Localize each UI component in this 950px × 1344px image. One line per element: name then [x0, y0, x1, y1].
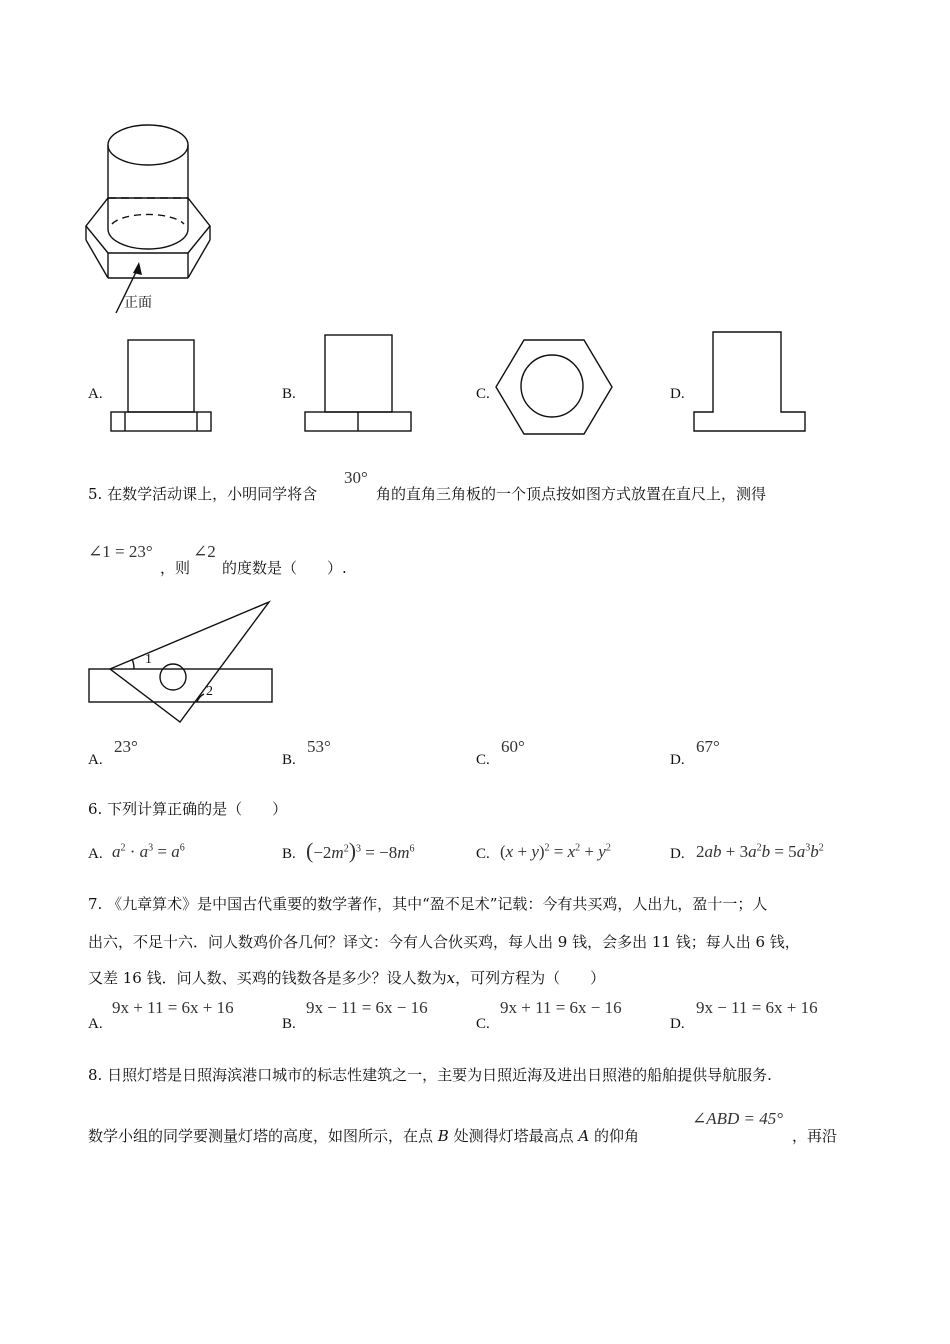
q6-option-a-expression: $a^2 \cdot a^3 = a^6$: [112, 842, 185, 861]
q7-option-d-letter: D.: [670, 1016, 685, 1032]
q7-line-3-text-a: 又差 16 钱．问人数、买鸡的钱数各是多少？设人数为: [88, 969, 447, 987]
q6-option-d-expression: $2ab + 3a^2b = 5a^3b^2$: [696, 842, 824, 861]
q6-option-c-letter: C.: [476, 846, 490, 862]
q7-option-b-equation: 9x − 11 = 6x − 16: [306, 998, 428, 1017]
q8-line-1: 8. 日照灯塔是日照海滨港口城市的标志性建筑之一，主要为日照近海及进出日照港的船舶提供导航服务.: [88, 1066, 772, 1084]
q5-option-c-letter: C.: [476, 752, 490, 768]
q5-option-a-value: 23°: [114, 737, 138, 756]
q5-text-b: 角的直角三角板的一个顶点按如图方式放置在直尺上，测得: [376, 485, 767, 503]
q7-variable-x: x: [446, 969, 456, 987]
q7-line-1: 7. 《九章算术》是中国古代重要的数学著作，其中“盈不足术”记载：今有共买鸡，人出九，盈十一；人: [88, 895, 768, 913]
q7-option-c-letter: C.: [476, 1016, 490, 1032]
q7-option-a-letter: A.: [88, 1016, 103, 1032]
q5-option-a-letter: A.: [88, 752, 103, 768]
q8-line-2-text-d: ，再沿: [792, 1127, 838, 1145]
q8-line-2: [88, 1125, 639, 1146]
q6-text: 6. 下列计算正确的是（ ）: [88, 800, 288, 818]
q5-option-c-value: 60°: [501, 737, 525, 756]
q5-figure-label-1: 1: [145, 652, 152, 667]
q6-option-c-expression: $(x + y)^2 = x^2 + y^2$: [500, 842, 611, 861]
q6-option-b-expression: $(-2m^2)^3 = -8m^6$: [306, 838, 415, 863]
q5-text-c: ，则: [160, 559, 191, 577]
front-view-label: 正面: [124, 295, 152, 311]
q5-text-d: 的度数是（ ）.: [222, 559, 347, 577]
q7-line-3: [88, 967, 605, 988]
q8-line-2-text-a: 数学小组的同学要测量灯塔的高度，如图所示，在点: [88, 1127, 434, 1145]
q5-text-a: 5. 在数学活动课上，小明同学将含: [88, 485, 318, 503]
q5-option-b-value: 53°: [307, 737, 331, 756]
q8-line-2-text-c: 的仰角: [594, 1127, 640, 1145]
q7-option-a-equation: 9x + 11 = 6x + 16: [112, 998, 234, 1017]
q7-option-b-letter: B.: [282, 1016, 296, 1032]
q6-option-d-letter: D.: [670, 846, 685, 862]
q7-option-c-equation: 9x + 11 = 6x − 16: [500, 998, 622, 1017]
q5-math-given: ∠1 = 23°: [88, 542, 153, 561]
q5-option-d-value: 67°: [696, 737, 720, 756]
q5-option-b-letter: B.: [282, 752, 296, 768]
q6-option-a-letter: A.: [88, 846, 103, 862]
q4-option-c-letter: C.: [476, 386, 490, 402]
q5-figure-label-2: 2: [206, 684, 213, 699]
q5-math-ask: ∠2: [193, 542, 216, 561]
q4-option-d-letter: D.: [670, 386, 685, 402]
q7-line-2: 出六，不足十六．问人数鸡价各几何？译文：今有人合伙买鸡，每人出 9 钱，会多出 11 钱；每人出 6 钱，: [88, 933, 800, 951]
q7-option-d-equation: 9x − 11 = 6x + 16: [696, 998, 818, 1017]
q4-option-b-letter: B.: [282, 386, 296, 402]
q4-option-a-letter: A.: [88, 386, 103, 402]
q8-point-a: A: [578, 1127, 590, 1145]
q5-option-d-letter: D.: [670, 752, 685, 768]
q8-line-2-text-b: 处测得灯塔最高点: [453, 1127, 574, 1145]
q8-point-b: B: [437, 1127, 449, 1145]
q5-math-angle: 30°: [344, 468, 368, 487]
q6-option-b-letter: B.: [282, 846, 296, 862]
q8-math-angle: ∠ABD = 45°: [692, 1109, 784, 1128]
q7-line-3-text-b: ，可列方程为（ ）: [455, 969, 606, 987]
